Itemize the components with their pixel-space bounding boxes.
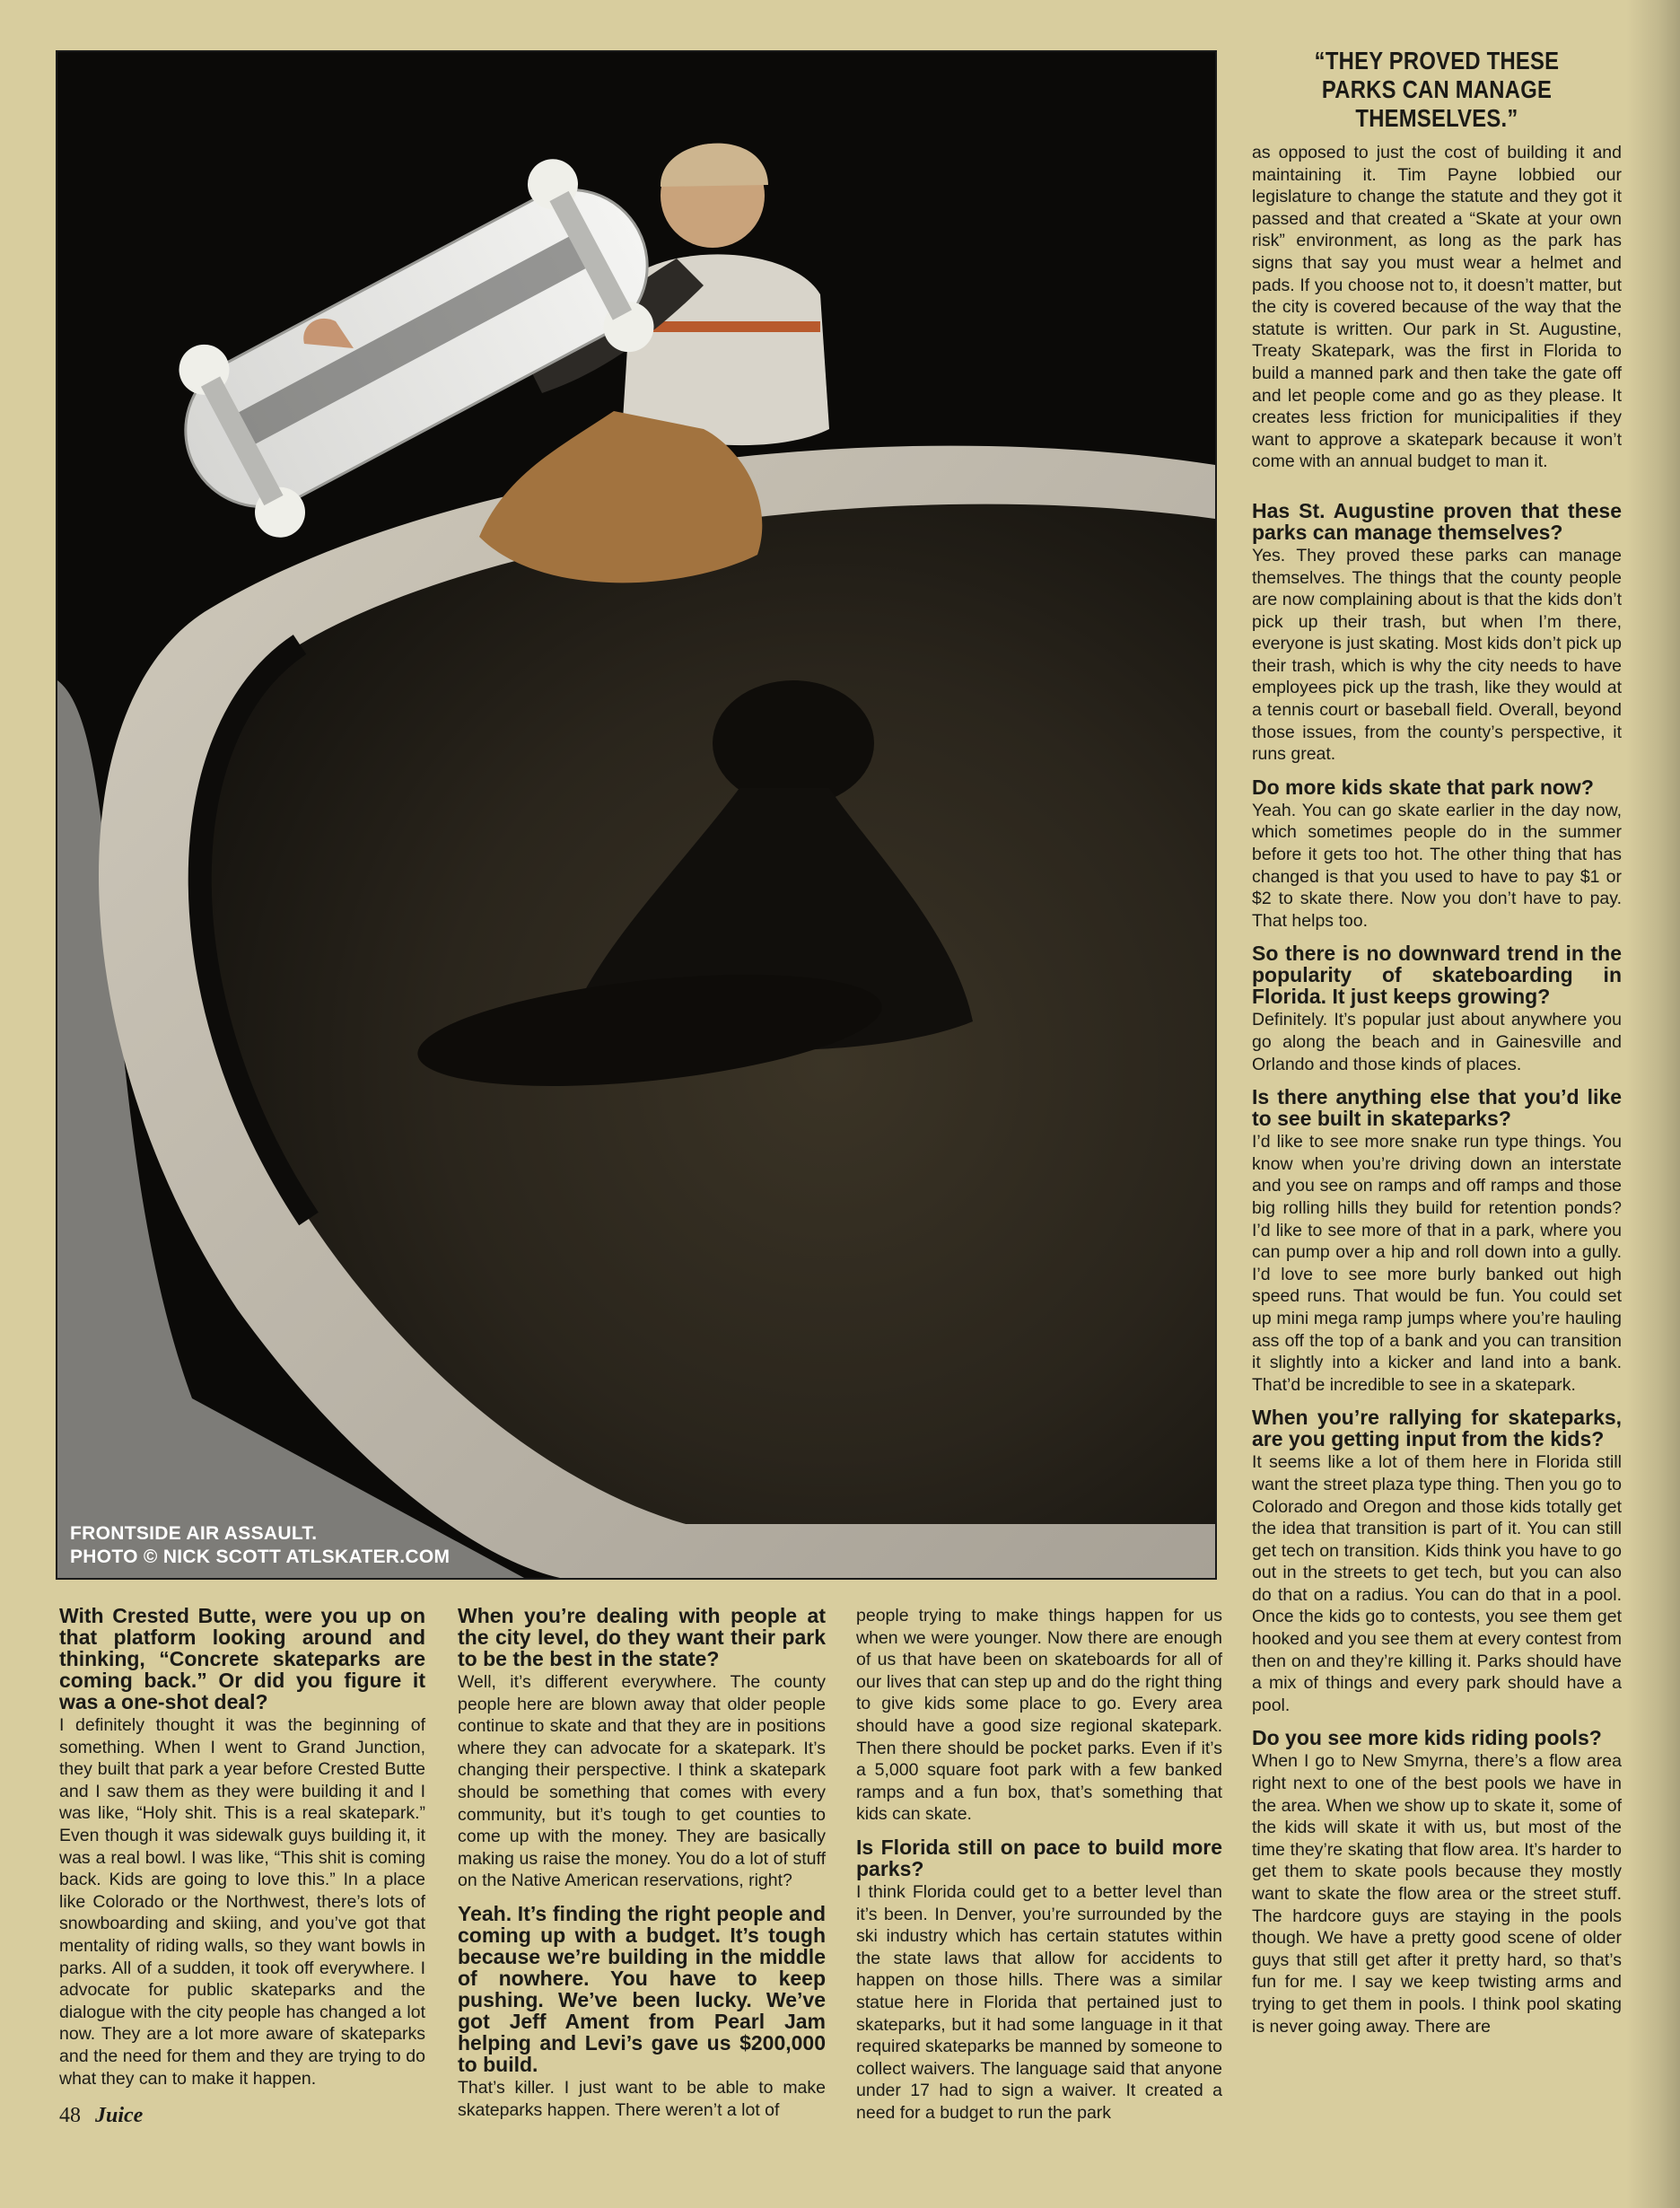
right-column bbox=[1252, 47, 1622, 2037]
right-column-intro: as opposed to just the cost of building it and maintaining it. Tim Payne lobbied our legislature to change the statute and they got it passed and that created a “Skate at your own risk” environment, as long as the park has signs that say you must wear a helmet and pads. If you choose not to, it doesn’t matter, but the city is covered because of the way that the statute is written. Our park in St. Augustine, Treaty Skatepark, was the first in Florida to build a manned park and then take the gate off and let people come and go as they please. It creates less friction for municipalities if they want to approve a skatepark because it won’t come with an annual budget to man it. bbox=[1252, 143, 1622, 472]
caption-title: FRONTSIDE AIR ASSAULT. bbox=[70, 1523, 318, 1544]
answer-paragraph: That’s killer. I just want to be able to make skateparks happen. There weren’t a lot of bbox=[458, 2077, 826, 2120]
answer-paragraph: Well, it’s different everywhere. The county people here are blown away that older people continue to skate and that they are in positions where they can advocate for a skatepark. It’s changing their perspective. I think a skatepark should be something that comes with every community, but it’s tough to get counties to come up with the money. They are basically making us raise the money. You do a lot of stuff on the Native American reservations, right? bbox=[458, 1672, 826, 1891]
page-gutter-shadow bbox=[1626, 0, 1680, 2208]
bottom-column-3 bbox=[856, 1605, 1222, 2124]
answer-paragraph: When I go to New Smyrna, there’s a flow area right next to one of the best pools we have in the area. When we show up to skate it, some of the kids will skate it with us, but most of the time they’re skating that flow area. It’s harder to get them to skate pools because they mostly want to skate the flow area or the street stuff. The hardcore guys are staying in the pools though. We have a pretty good scene of older guys that still get after it pretty hard, so that’s fun for me. I say we keep twisting arms and trying to get them in pools. I think pool skating is never going away. There are bbox=[1252, 1751, 1622, 2037]
question-heading: Do you see more kids riding pools? bbox=[1252, 1726, 1602, 1750]
question-heading: Is there anything else that you’d like to see built in skateparks? bbox=[1252, 1085, 1622, 1131]
qa-block bbox=[1252, 500, 1622, 766]
answer-paragraph: It seems like a lot of them here in Florida still want the street plaza type thing. Then you go to Colorado and Oregon and those kids totally get the idea that transition is part of it. You can still get tech on transition. Kids think you have to go out in the streets to get tech, but you can also do that on a radius. You can do that in a pool. Once the kids go to contests, you see them get hooked and you see them at every contest from then on and they’re killing it. Parks should have a mix of things and every park should have a pool. bbox=[1252, 1452, 1622, 1715]
answer-paragraph: I definitely thought it was the beginning of something. When I went to Grand Junction, they built that park a year before Crested Butte and I saw them as they were building it and I was like, “Holy shit. This is a real skatepark.” Even though it was sidewalk guys building it, it was a real bowl. I was like, “This shit is coming back. Kids are going to love this.” In a place like Colorado or the Northwest, there’s lots of snowboarding and skiing, and you’ve got that mentality of riding walls, so they want bowls in parks. All of a sudden, it took off everywhere. I advocate for public skateparks and the dialogue with the city people has changed a lot now. They are a lot more aware of skateparks and the need for them and they are trying to do what they can to make it happen. bbox=[59, 1715, 425, 2089]
qa-block bbox=[1252, 1086, 1622, 1396]
pull-quote: “THEY PROVED THESE PARKS CAN MANAGE THEMSELVES.” bbox=[1314, 47, 1560, 132]
qa-block bbox=[1252, 942, 1622, 1075]
skate-photo bbox=[56, 50, 1217, 1580]
bottom-column-1 bbox=[59, 1605, 425, 2090]
magazine-name: Juice bbox=[95, 2104, 144, 2127]
answer-paragraph: Yeah. You can go skate earlier in the day now, which sometimes people do in the summer before it gets too hot. The other thing that has changed is that you used to have to pay $1 or $2 to skate there. Now you don’t have to pay. That helps too. bbox=[1252, 800, 1622, 931]
page-number: 48 bbox=[59, 2104, 81, 2127]
question-heading: Yeah. It’s finding the right people and coming up with a budget. It’s tough because we’re building in the middle of nowhere. You have to keep pushing. We’ve been lucky. We’ve got Jeff Ament from Pearl Jam helping and Levi’s gave us $200,000 to build. bbox=[458, 1901, 826, 2076]
question-heading: Is Florida still on pace to build more parks? bbox=[856, 1835, 1222, 1880]
answer-paragraph: Definitely. It’s popular just about anywhere you go along the beach and in Gainesville and Orlando and those kinds of places. bbox=[1252, 1010, 1622, 1074]
answer-paragraph: I think Florida could get to a better level than it’s been. In Denver, you’re surrounded by the ski industry which has certain statutes within the state laws that allow for accidents to happen on those hills. There was a similar statue here in Florida that pertained just to skateparks, but it had some language in it that required skateparks be manned by someone to collect waivers. The language said that anyone under 17 had to sign a waiver. It created a need for a budget to run the park bbox=[856, 1881, 1222, 2123]
question-heading: Do more kids skate that park now? bbox=[1252, 775, 1594, 799]
answer-paragraph: Yes. They proved these parks can manage themselves. The things that the county people are now complaining about is that the kids don’t pick up their trash, but when I’m there, everyone is just skating. Most kids don’t pick up their trash, which is why the city needs to have employees pick up the trash, like they would at a tennis court or baseball field. Overall, beyond those issues, from the county’s perspective, it runs great. bbox=[1252, 545, 1622, 765]
answer-paragraph: people trying to make things happen for us when we were younger. Now there are enough of us that have been on skateboards for all of our lives that can step up and do the right thing to give kids some place to go. Every area should have a good size regional skatepark. Then there should be pocket parks. Even if it’s a 5,000 square foot park with a few banked ramps and a fun box, that’s something that kids can skate. bbox=[856, 1606, 1222, 1825]
question-heading: Has St. Augustine proven that these parks can manage themselves? bbox=[1252, 498, 1622, 544]
question-heading: When you’re dealing with people at the city level, do they want their park to be the best in the state? bbox=[458, 1604, 826, 1670]
answer-paragraph: I’d like to see more snake run type things. You know when you’re driving down an interstate and you see on ramps and off ramps and those big rolling hills they build for retention ponds? I’d like to see more of that in a park, where you can pump over a hip and roll down into a gully. I’d love to see more burly banked out high speed runs. That would be fun. You could set up mini mega ramp jumps where you’re hauling ass off the top of a bank and you can transition it slightly into a kicker and land into a bank. That’d be incredible to see in a skatepark. bbox=[1252, 1132, 1622, 1395]
qa-block bbox=[1252, 1406, 1622, 1716]
question-heading: So there is no downward trend in the popularity of skateboarding in Florida. It just keeps growing? bbox=[1252, 942, 1622, 1009]
question-heading: When you’re rallying for skateparks, are you getting input from the kids? bbox=[1252, 1406, 1622, 1451]
bottom-column-2 bbox=[458, 1605, 826, 2121]
qa-block bbox=[1252, 1727, 1622, 2037]
qa-block bbox=[1252, 776, 1622, 933]
photo-caption bbox=[70, 1522, 450, 1569]
caption-credit: PHOTO © NICK SCOTT ATLSKATER.COM bbox=[70, 1546, 451, 1567]
question-heading: With Crested Butte, were you up on that platform looking around and thinking, “Concrete skateparks are coming back.” Or did you figure it was a one-shot deal? bbox=[59, 1604, 425, 1713]
page-folio bbox=[59, 2104, 143, 2128]
skate-photo-illustration bbox=[57, 52, 1215, 1578]
